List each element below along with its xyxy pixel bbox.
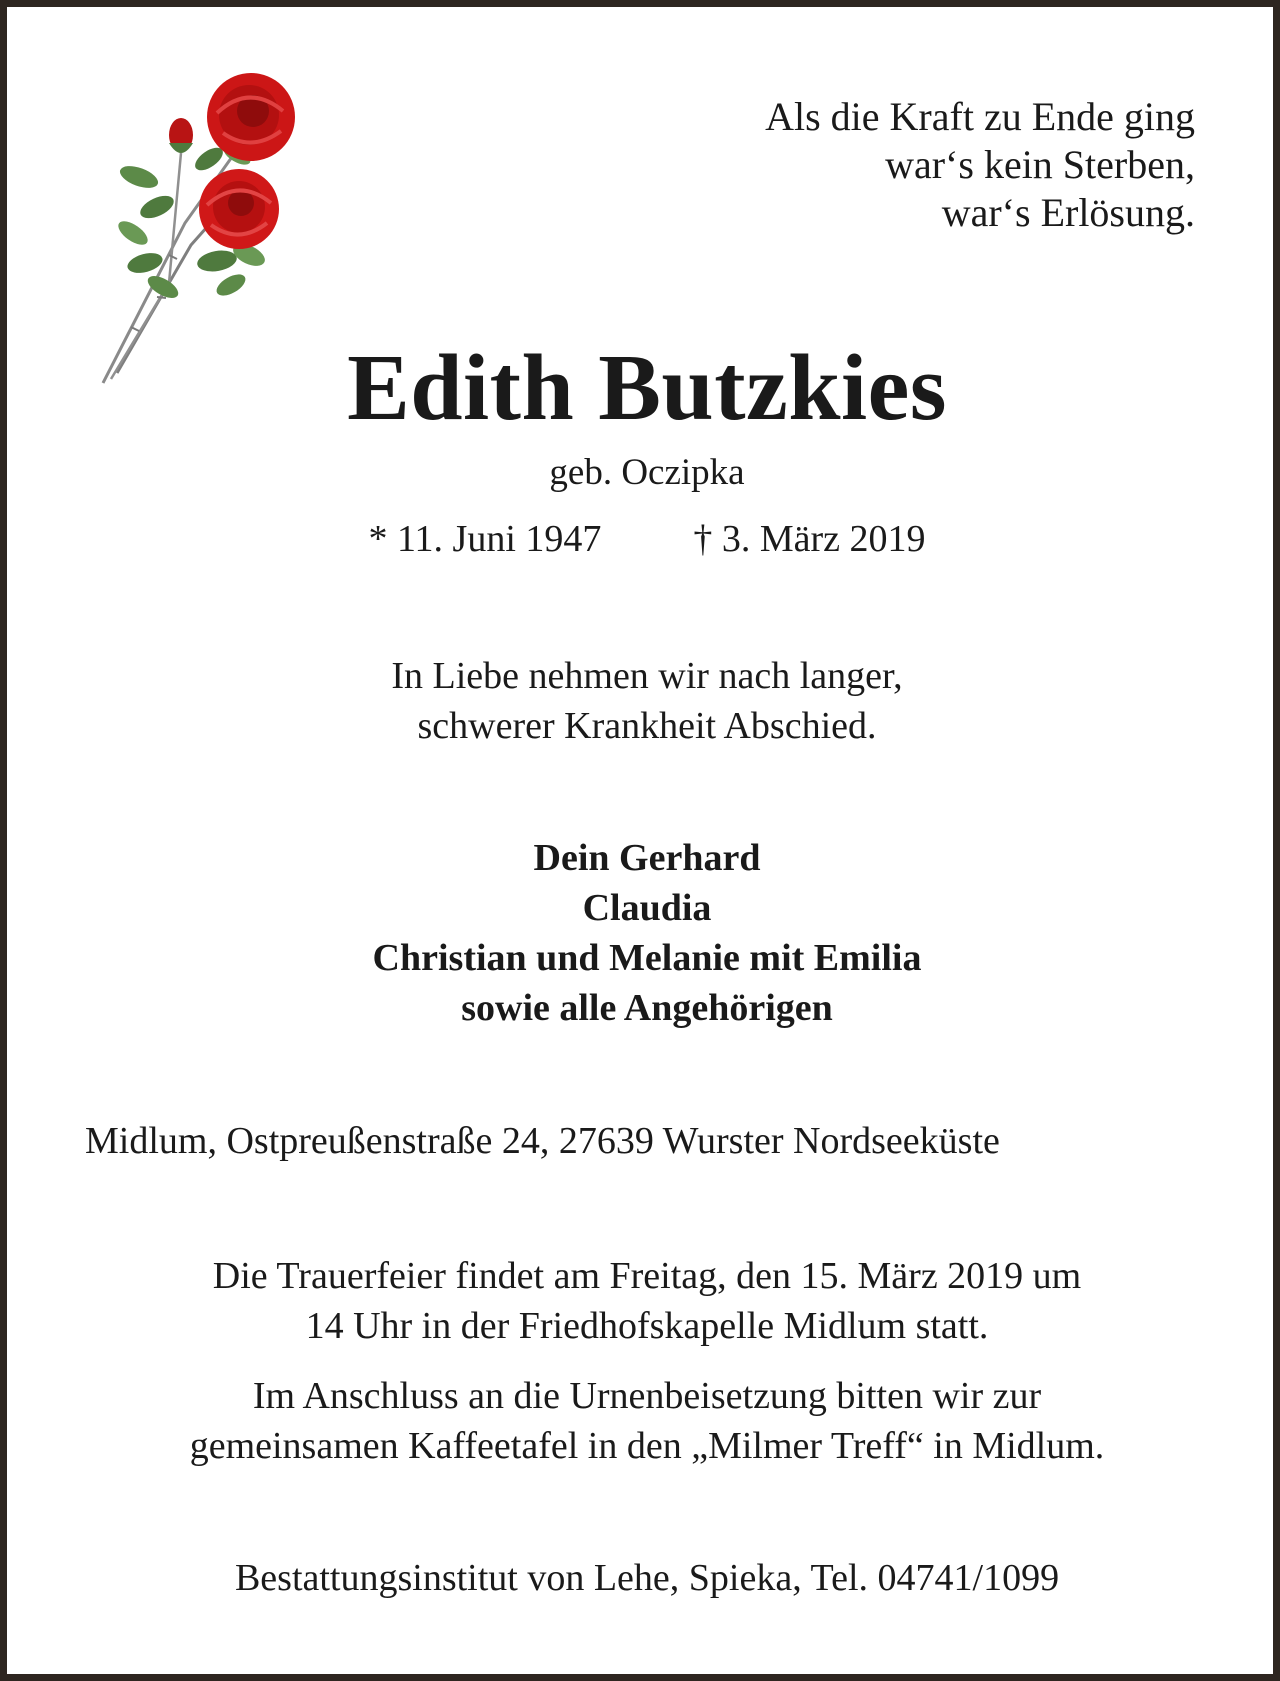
reception-info xyxy=(7,1371,1280,1471)
birth-date: * 11. Juni 1947 xyxy=(368,518,602,560)
funeral-line: 14 Uhr in der Friedhofskapelle Midlum statt. xyxy=(305,1305,989,1347)
funeral-info xyxy=(7,1251,1280,1351)
deceased-name: Edith Butzkies xyxy=(347,336,947,440)
motto-verse xyxy=(765,93,1195,237)
funeral-line: Die Trauerfeier findet am Freitag, den 15. März 2019 um xyxy=(212,1255,1082,1297)
life-dates xyxy=(7,515,1280,563)
mourner-line: Dein Gerhard xyxy=(533,837,761,879)
death-date: † 3. März 2019 xyxy=(693,518,926,560)
mourner-line: Claudia xyxy=(582,887,712,929)
farewell-line: schwerer Krankheit Abschied. xyxy=(417,705,877,747)
farewell-text xyxy=(7,651,1280,751)
birth-name: geb. Oczipka xyxy=(549,452,745,493)
mourner-line: Christian und Melanie mit Emilia xyxy=(372,937,922,979)
motto-line: war‘s Erlösung. xyxy=(941,190,1195,235)
reception-line: gemeinsamen Kaffeetafel in den „Milmer Treff“ in Midlum. xyxy=(189,1425,1105,1467)
motto-line: war‘s kein Sterben, xyxy=(885,142,1195,187)
motto-line: Als die Kraft zu Ende ging xyxy=(765,94,1195,139)
mourner-line: sowie alle Angehörigen xyxy=(461,987,833,1029)
reception-line: Im Anschluss an die Urnenbeisetzung bitten wir zur xyxy=(252,1375,1042,1417)
farewell-line: In Liebe nehmen wir nach langer, xyxy=(391,655,903,697)
undertaker-contact: Bestattungsinstitut von Lehe, Spieka, Tel. 04741/1099 xyxy=(234,1557,1060,1599)
address: Midlum, Ostpreußenstraße 24, 27639 Wurster Nordseeküste xyxy=(85,1120,1000,1162)
mourners-list xyxy=(7,833,1280,1033)
